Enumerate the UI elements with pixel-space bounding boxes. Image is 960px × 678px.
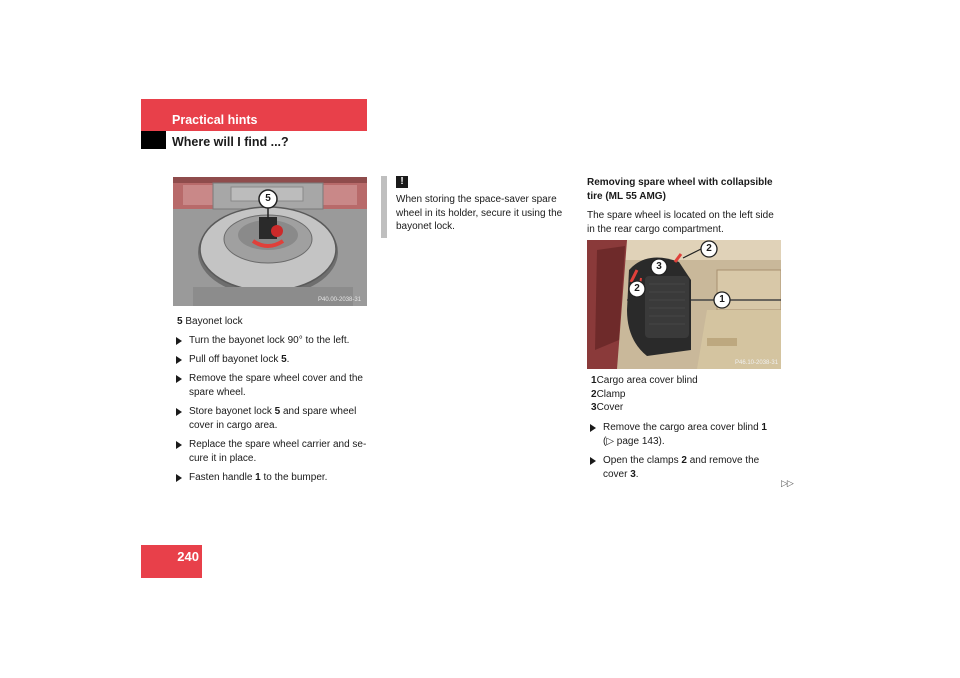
photo2-code: P46.10-2038-31 [735, 360, 779, 366]
arrow-icon [176, 375, 182, 383]
section-title: Practical hints [172, 113, 258, 127]
photo2-callout-2-left: 2 [634, 283, 640, 294]
step-remove-cover: Remove the spare wheel cover and the spare wheel. [189, 372, 363, 399]
cargo-compartment-photo [587, 240, 781, 369]
header-black-tab [141, 131, 166, 149]
step-open-clamps: Open the clamps 2 and remove the cover 3. [603, 454, 759, 481]
arrow-icon [590, 424, 596, 432]
arrow-icon [176, 408, 182, 416]
legend2-item-2: 2Clamp [591, 388, 626, 400]
arrow-icon [176, 337, 182, 345]
legend1-item [177, 315, 243, 329]
step-pull-lock: Pull off bayonet lock 5. [189, 353, 289, 367]
legend2-item-1: 1Cargo area cover blind [591, 375, 698, 386]
section2-intro: The spare wheel is located on the left side in the rear cargo compartment. [587, 210, 774, 235]
note-text: When storing the space-saver spare wheel in its holder, secure it using the bayonet lock. [396, 194, 563, 232]
arrow-icon [176, 356, 182, 364]
photo2-callout-2-top: 2 [706, 243, 712, 254]
step-turn-lock: Turn the bayonet lock 90° to the left. [189, 334, 349, 348]
legend1-text: Bayonet lock [185, 316, 243, 327]
arrow-icon [176, 441, 182, 449]
arrow-icon [176, 474, 182, 482]
photo2-callout-1: 1 [719, 294, 725, 305]
legend1-num: 5 [177, 316, 183, 327]
note-bar [381, 176, 387, 238]
photo1-code: P40.00-2038-31 [318, 297, 362, 303]
step-store-lock: Store bayonet lock 5 and spare wheel cover in cargo area. [189, 405, 356, 432]
continue-icon: ▷▷ [781, 478, 793, 488]
warning-icon: ! [396, 176, 408, 188]
step-fasten-handle: Fasten handle 1 to the bumper. [189, 471, 327, 485]
section2-heading: Removing spare wheel with collapsible tire (ML 55 AMG) [587, 177, 773, 202]
legend2-item-3: 3Cover [591, 402, 624, 413]
legend2 [591, 374, 698, 415]
page-number: 240 [177, 549, 199, 564]
arrow-icon [590, 457, 596, 465]
section-subtitle: Where will I find ...? [172, 135, 289, 149]
step-remove-cover-blind: Remove the cargo area cover blind 1 (▷ page 143). [603, 421, 767, 448]
photo2-callout-3: 3 [656, 261, 662, 272]
photo1-callout-5: 5 [265, 193, 271, 204]
step-replace-carrier: Replace the spare wheel carrier and se- cure it in place. [189, 438, 366, 465]
